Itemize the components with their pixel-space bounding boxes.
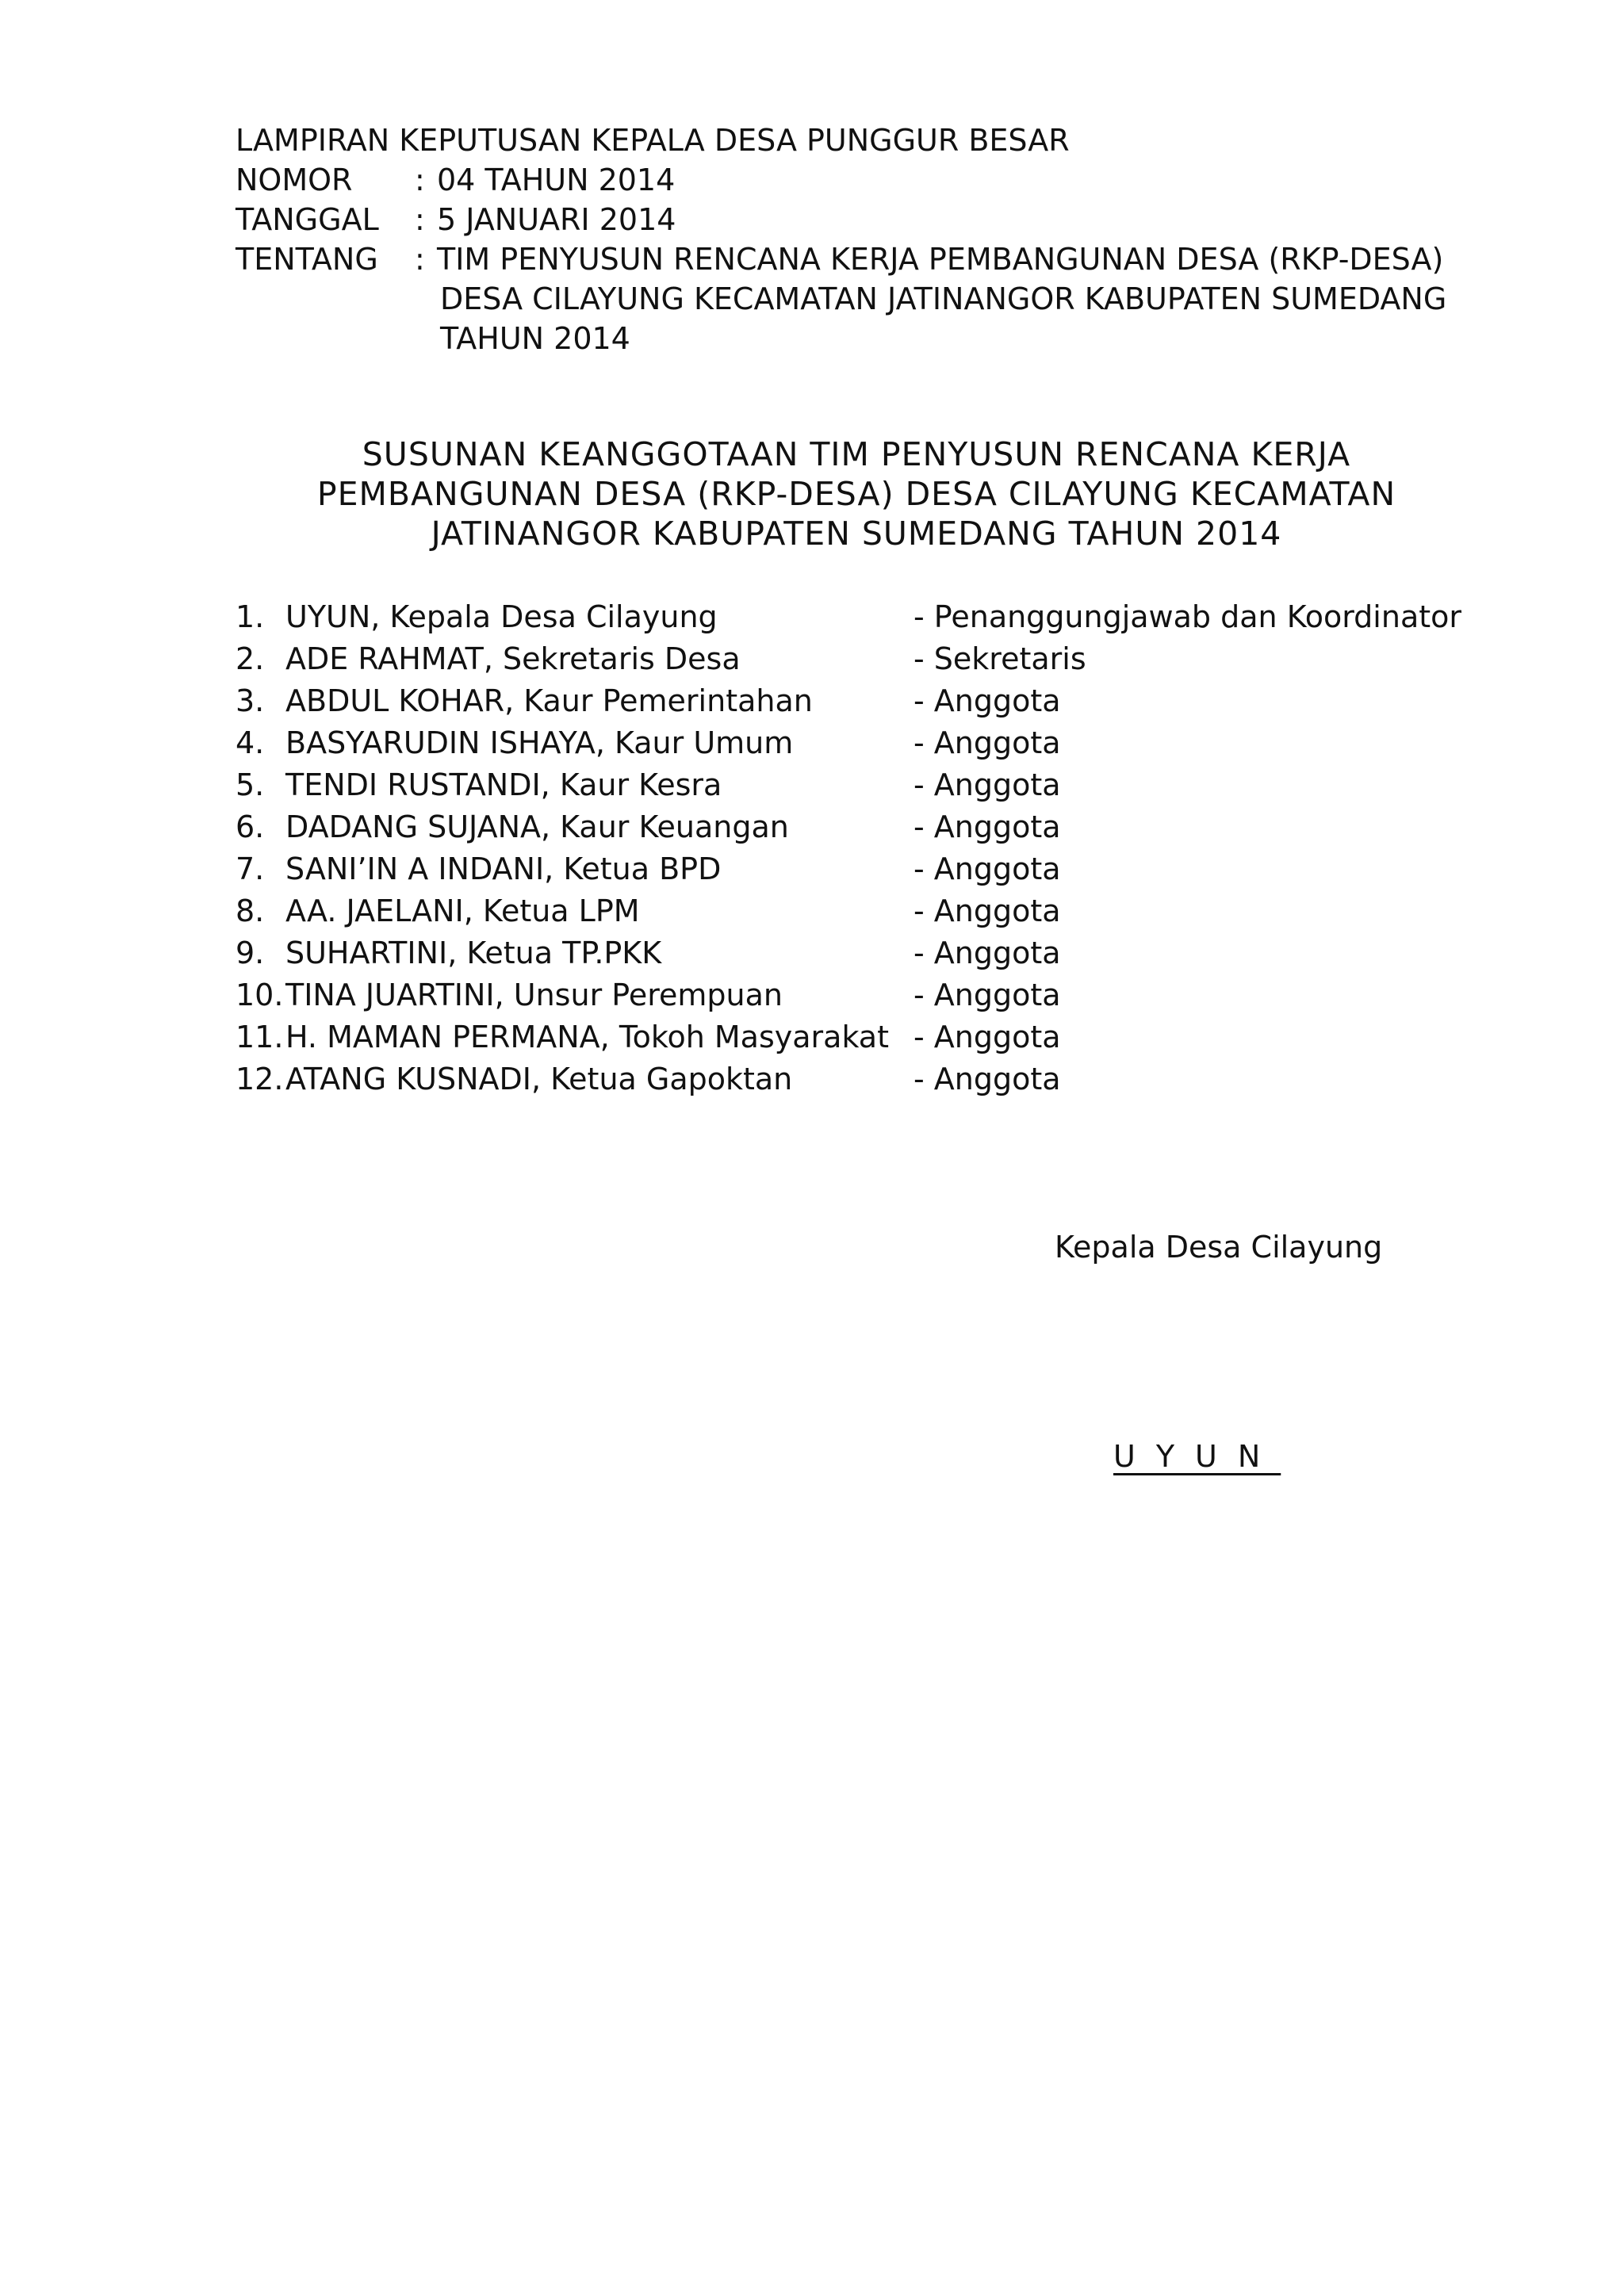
list-item [236,638,1504,680]
list-item [236,764,1504,806]
member-name: H. MAMAN PERMANA, Tokoh Masyarakat [285,1020,889,1054]
title-line-3: JATINANGOR KABUPATEN SUMEDANG TAHUN 2014 [431,515,1282,553]
member-role: - Anggota [914,1020,1061,1054]
list-item [236,722,1504,764]
signature-name: UYUN [1113,1439,1281,1474]
member-role: - Anggota [914,894,1061,928]
header-line-nomor [236,160,1504,200]
member-role: - Anggota [914,725,1061,760]
member-name: SUHARTINI, Ketua TP.PKK [285,936,662,970]
title-line-1: SUSUNAN KEANGGOTAAN TIM PENYUSUN RENCANA KERJA [362,435,1351,473]
list-item [236,680,1504,722]
member-name: UYUN, Kepala Desa Cilayung [285,599,718,634]
nomor-label: NOMOR [236,163,353,197]
list-item [236,890,1504,932]
member-name: SANI’IN A INDANI, Ketua BPD [285,851,722,886]
member-name: ADE RAHMAT, Sekretaris Desa [285,641,741,676]
member-role: - Anggota [914,809,1061,844]
member-role: - Sekretaris [914,641,1086,676]
member-number: 6. [236,809,265,844]
document-title [159,434,1554,553]
member-number: 8. [236,894,265,928]
member-number: 4. [236,725,265,760]
member-role: - Anggota [914,1062,1061,1096]
list-item [236,932,1504,974]
header-lampiran-text: LAMPIRAN KEPUTUSAN KEPALA DESA PUNGGUR BESAR [236,123,1070,158]
member-role: - Anggota [914,978,1061,1012]
member-number: 10. [236,978,284,1012]
list-item [236,1058,1504,1100]
signature-title: Kepala Desa Cilayung [1055,1230,1383,1265]
member-number: 9. [236,936,265,970]
member-name: ATANG KUSNADI, Ketua Gapoktan [285,1062,793,1096]
header-line-tentang [236,239,1504,279]
member-list [236,596,1504,1100]
member-name: AA. JAELANI, Ketua LPM [285,894,640,928]
tentang-colon: : [415,242,425,277]
member-name: DADANG SUJANA, Kaur Keuangan [285,809,789,844]
member-name: BASYARUDIN ISHAYA, Kaur Umum [285,725,794,760]
nomor-colon: : [415,163,425,197]
list-item [236,806,1504,848]
list-item [236,848,1504,890]
title-line-2: PEMBANGUNAN DESA (RKP-DESA) DESA CILAYUNG KECAMATAN [316,475,1396,513]
member-number: 5. [236,767,265,802]
list-item [236,596,1504,638]
tentang-value-3: TAHUN 2014 [440,321,630,356]
header-line-tanggal [236,200,1504,239]
nomor-value: 04 TAHUN 2014 [437,163,676,197]
member-number: 1. [236,599,265,634]
member-role: - Anggota [914,936,1061,970]
member-role: - Anggota [914,851,1061,886]
member-role: - Anggota [914,767,1061,802]
member-number: 3. [236,683,265,718]
member-role: - Anggota [914,683,1061,718]
member-name: ABDUL KOHAR, Kaur Pemerintahan [285,683,813,718]
member-number: 11. [236,1020,284,1054]
tanggal-label: TANGGAL [236,202,379,237]
member-number: 2. [236,641,265,676]
member-role: - Penanggungjawab dan Koordinator [914,599,1461,634]
tentang-value-1: TIM PENYUSUN RENCANA KERJA PEMBANGUNAN DESA (RKP-DESA) [437,242,1444,277]
member-number: 7. [236,851,265,886]
header-line-tentang-cont-1 [236,279,1504,319]
tanggal-value: 5 JANUARI 2014 [437,202,676,237]
tanggal-colon: : [415,202,425,237]
header-line-tentang-cont-2 [236,319,1504,358]
list-item [236,974,1504,1016]
document-header [236,121,1504,358]
member-name: TENDI RUSTANDI, Kaur Kesra [285,767,722,802]
member-name: TINA JUARTINI, Unsur Perempuan [285,978,783,1012]
member-number: 12. [236,1062,284,1096]
tentang-value-2: DESA CILAYUNG KECAMATAN JATINANGOR KABUPATEN SUMEDANG [440,281,1447,316]
tentang-label: TENTANG [236,242,378,277]
list-item [236,1016,1504,1058]
header-line-lampiran [236,121,1504,160]
